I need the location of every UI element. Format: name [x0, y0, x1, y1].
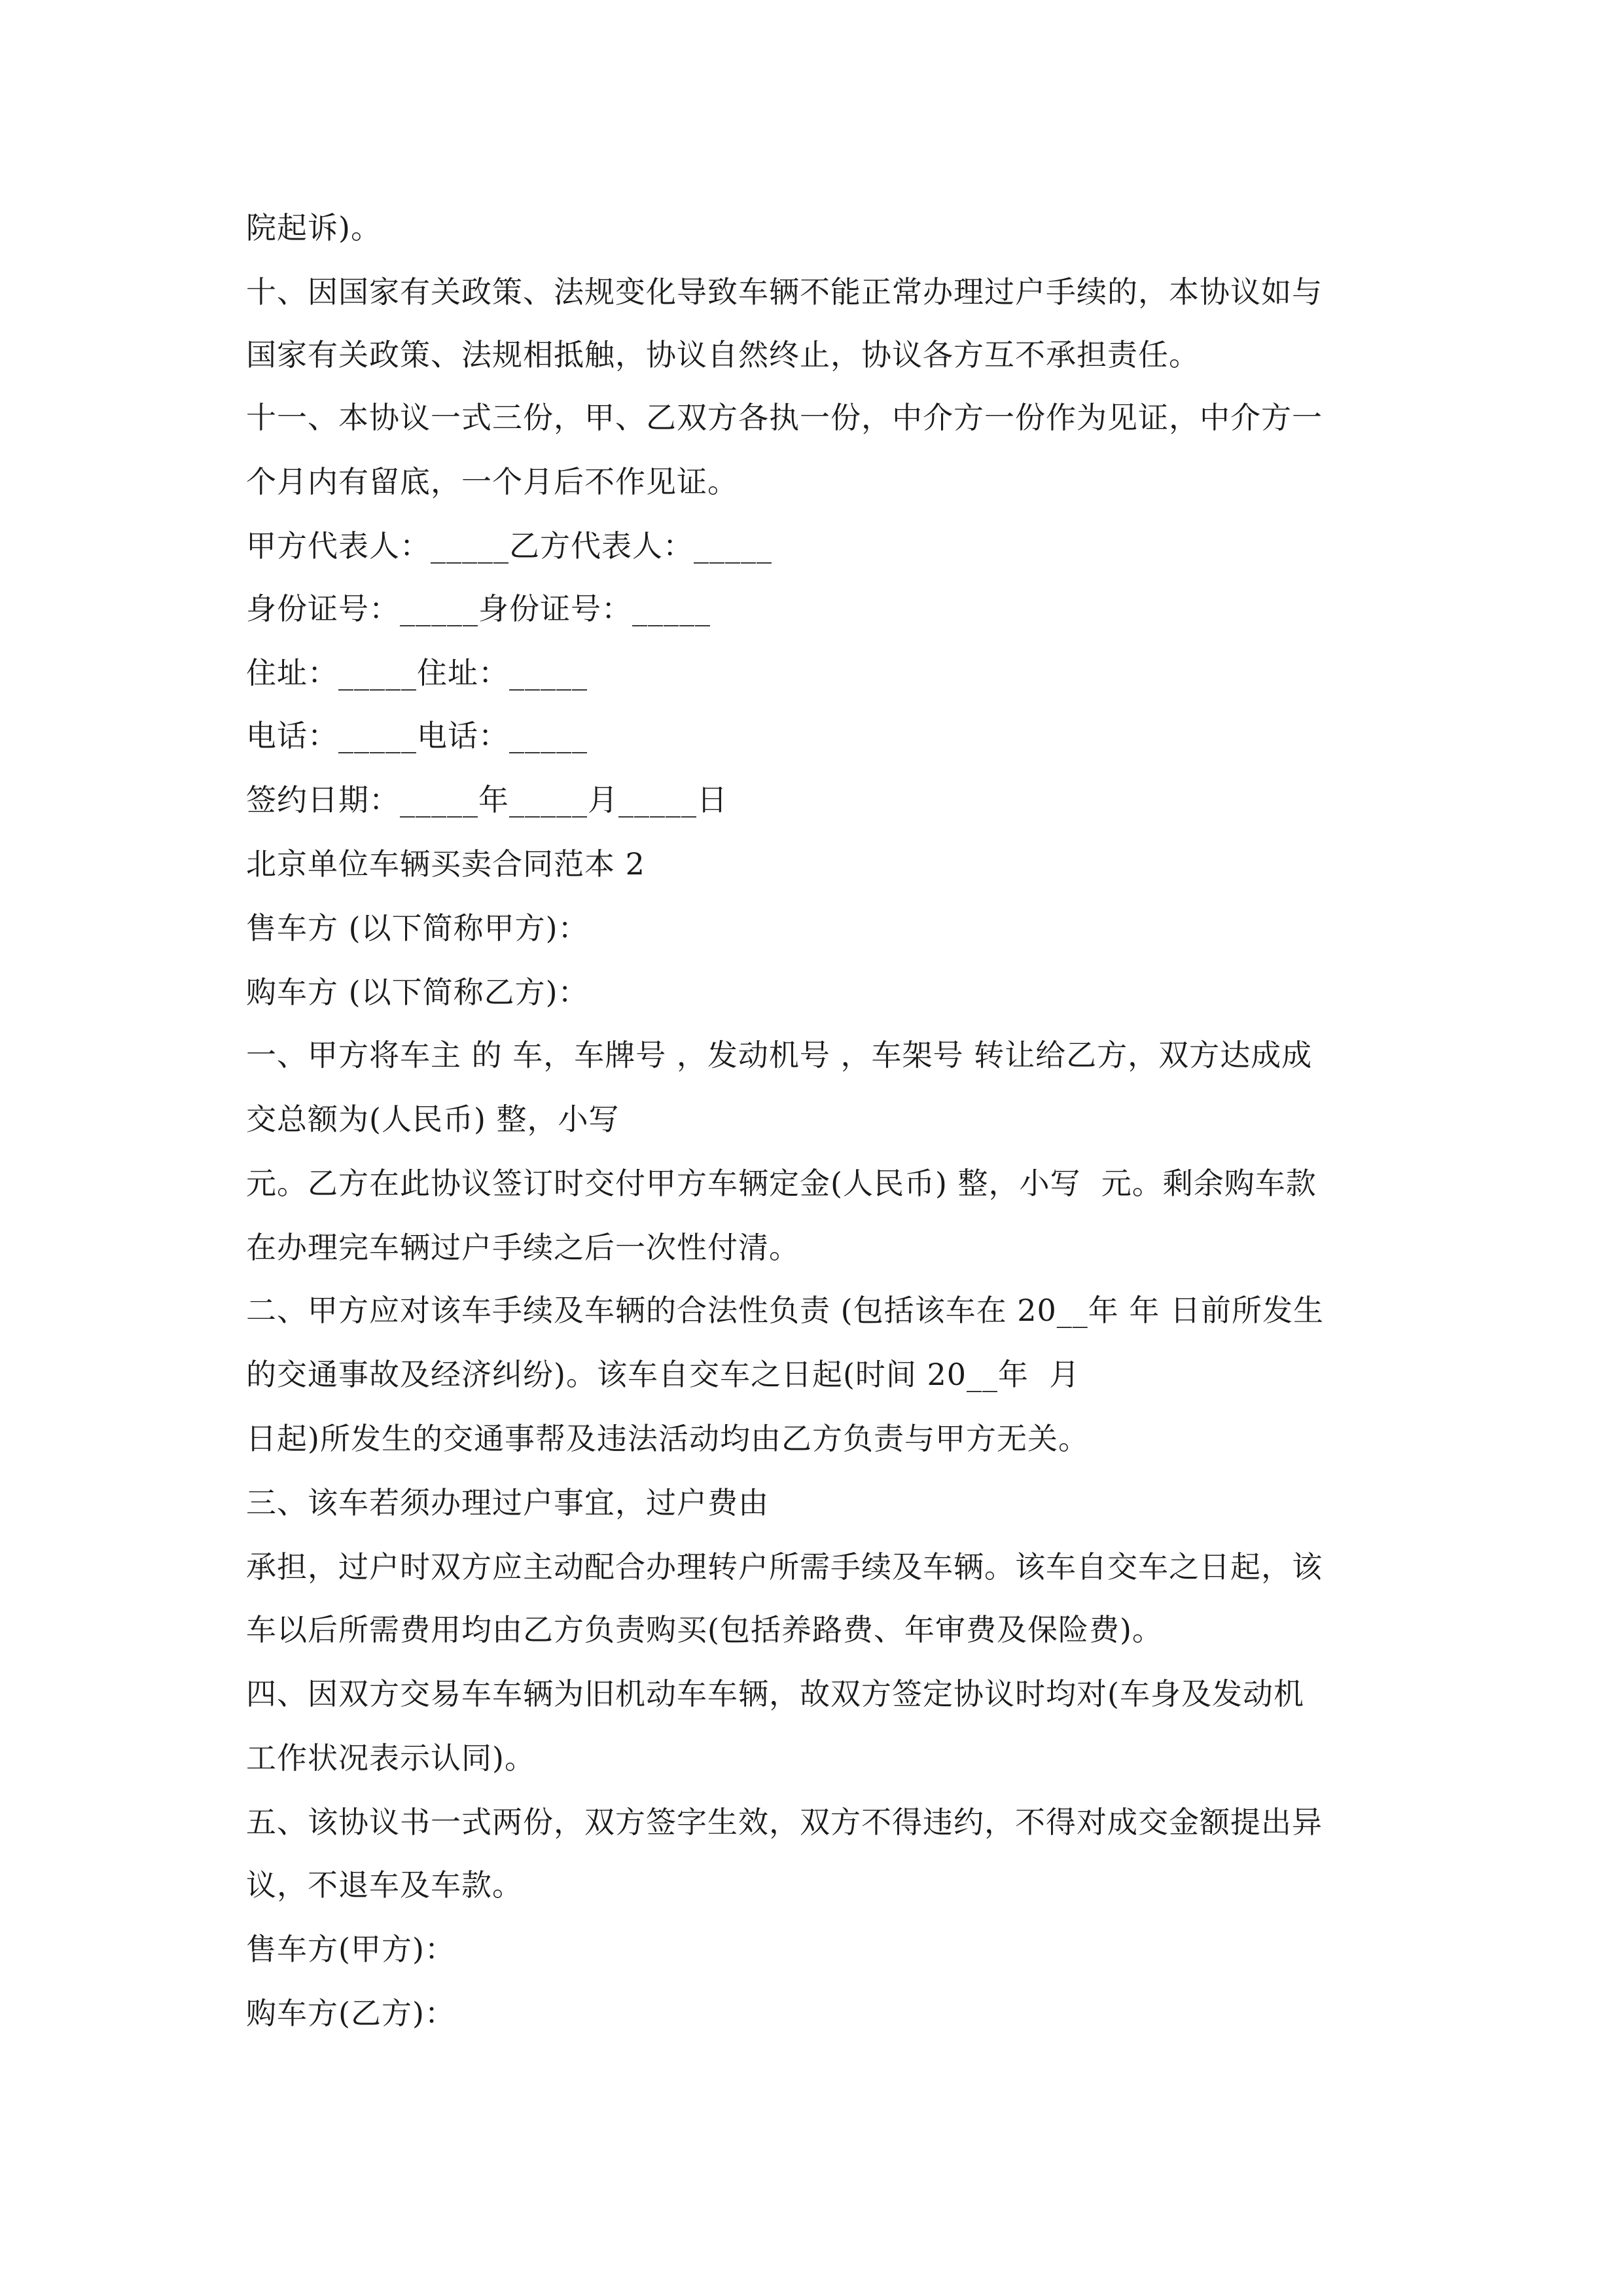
text-line: 国家有关政策、法规相抵触，协议自然终止，协议各方互不承担责任。: [246, 337, 1200, 372]
signature-buyer: 购车方(乙方)：: [246, 1996, 455, 2031]
text-line: 在办理完车辆过户手续之后一次性付清。: [246, 1230, 800, 1265]
text-line: 的交通事故及经济纠纷)。该车自交车之日起(时间 20__年 月: [246, 1357, 1080, 1392]
text-line: 议，不退车及车款。: [246, 1867, 523, 1903]
text-line: 一、甲方将车主 的 车，车牌号 ，发动机号 ，车架号 转让给乙方，双方达成成: [246, 1037, 1313, 1073]
text-line: 工作状况表示认同)。: [246, 1740, 535, 1776]
section-title: 北京单位车辆买卖合同范本 2: [246, 846, 645, 882]
text-line: 承担，过户时双方应主动配合办理转户所需手续及车辆。该车自交车之日起，该: [246, 1549, 1323, 1585]
signature-field-phone: 电话：_____电话：_____: [246, 718, 588, 753]
text-line: 五、该协议书一式两份，双方签字生效，双方不得违约，不得对成交金额提出异: [246, 1804, 1323, 1840]
signature-seller: 售车方(甲方)：: [246, 1931, 455, 1967]
party-buyer: 购车方 (以下简称乙方)：: [246, 975, 589, 1010]
text-line: 院起诉)。: [246, 210, 382, 245]
text-line: 十、因国家有关政策、法规变化导致车辆不能正常办理过户手续的，本协议如与: [246, 274, 1323, 310]
text-line: 交总额为(人民币) 整，小写: [246, 1102, 620, 1137]
signature-field-id-number: 身份证号：_____身份证号：_____: [246, 591, 711, 626]
text-line: 二、甲方应对该车手续及车辆的合法性负责 (包括该车在 20__年 年 日前所发生: [246, 1293, 1324, 1328]
signature-field-address: 住址：_____住址：_____: [246, 655, 588, 691]
text-line: 十一、本协议一式三份，甲、乙双方各执一份，中介方一份作为见证，中介方一: [246, 400, 1323, 435]
text-line: 三、该车若须办理过户事宜，过户费由: [246, 1485, 769, 1520]
signature-field-date: 签约日期：_____年_____月_____日: [246, 782, 728, 817]
text-line: 元。乙方在此协议签订时交付甲方车辆定金(人民币) 整，小写 元。剩余购车款: [246, 1166, 1317, 1201]
text-line: 车以后所需费用均由乙方负责购买(包括养路费、年审费及保险费)。: [246, 1612, 1163, 1647]
party-seller: 售车方 (以下简称甲方)：: [246, 910, 589, 946]
text-line: 四、因双方交易车车辆为旧机动车车辆，故双方签定协议时均对(车身及发动机: [246, 1676, 1304, 1712]
text-line: 日起)所发生的交通事帮及违法活动均由乙方负责与甲方无关。: [246, 1421, 1089, 1456]
signature-field-representative: 甲方代表人：_____乙方代表人：_____: [246, 528, 772, 564]
text-line: 个月内有留底，一个月后不作见证。: [246, 464, 738, 499]
